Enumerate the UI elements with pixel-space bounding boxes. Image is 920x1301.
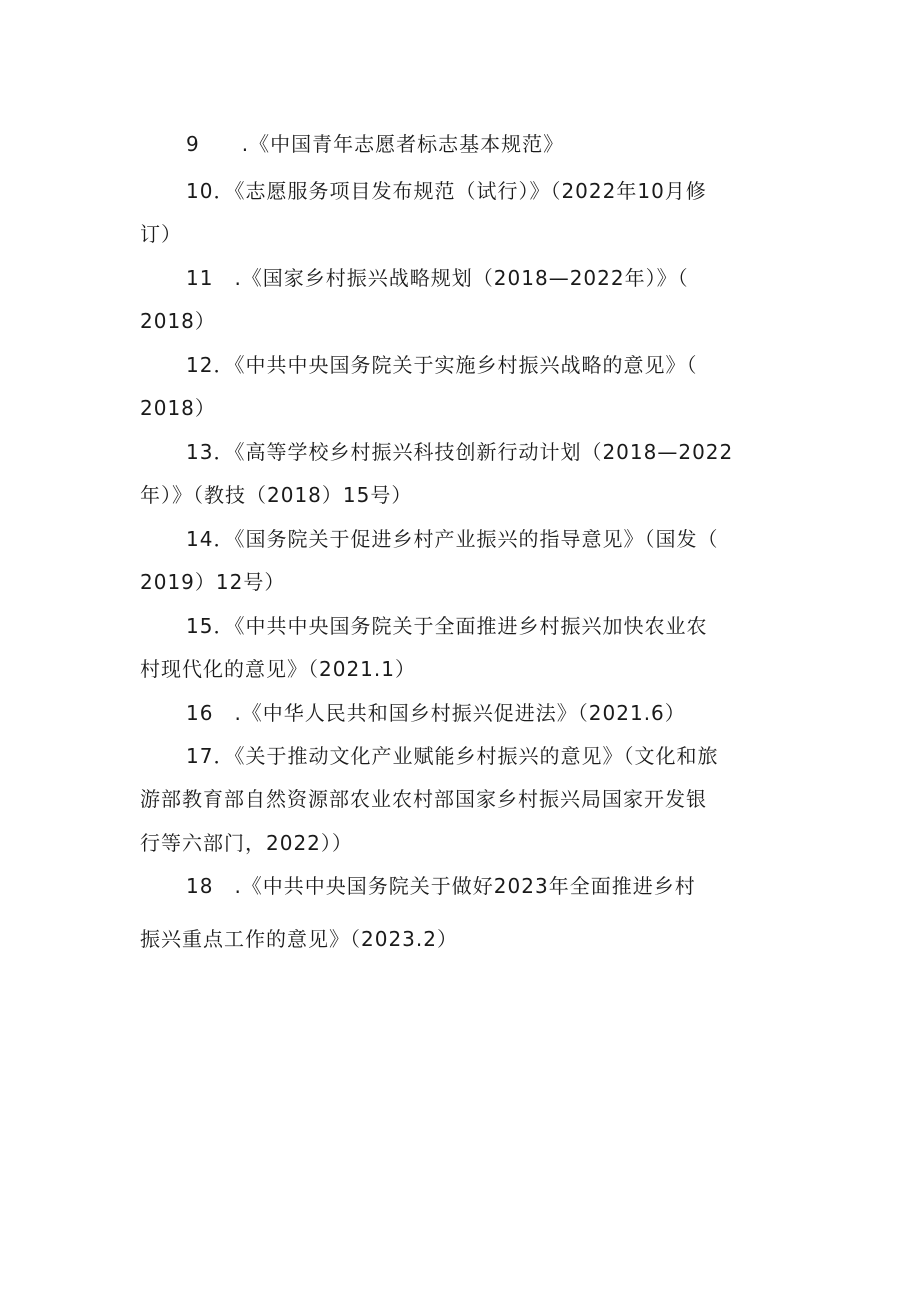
ref-line-14: 14．《国务院关于促进乡村产业振兴的指导意见》（国发（ bbox=[186, 527, 719, 551]
ref-line-15: 15．《中共中央国务院关于全面推进乡村振兴加快农业农 bbox=[186, 614, 708, 638]
ref-line-13-cont: 年）》（教技（2018）15号） bbox=[140, 483, 413, 507]
ref-line-10-cont: 订） bbox=[140, 222, 182, 246]
ref-line-12-cont: 2018） bbox=[140, 396, 216, 420]
ref-line-14-cont: 2019）12号） bbox=[140, 570, 286, 594]
ref-line-16: 16 .《中华人民共和国乡村振兴促进法》（2021.6） bbox=[186, 701, 686, 725]
ref-line-17-cont-2: 行等六部门，2022）） bbox=[140, 831, 353, 855]
ref-line-13: 13．《高等学校乡村振兴科技创新行动计划（2018—2022 bbox=[186, 440, 734, 464]
ref-line-12: 12．《中共中央国务院关于实施乡村振兴战略的意见》（ bbox=[186, 353, 698, 377]
ref-line-11-cont: 2018） bbox=[140, 309, 216, 333]
ref-line-18: 18 .《中共中央国务院关于做好2023年全面推进乡村 bbox=[186, 874, 696, 898]
ref-line-11: 11 .《国家乡村振兴战略规划（2018—2022年）》（ bbox=[186, 266, 689, 290]
ref-line-18-cont: 振兴重点工作的意见》（2023.2） bbox=[140, 927, 458, 951]
ref-line-17-cont-1: 游部教育部自然资源部农业农村部国家乡村振兴局国家开发银 bbox=[140, 787, 707, 811]
ref-line-17: 17．《关于推动文化产业赋能乡村振兴的意见》（文化和旅 bbox=[186, 744, 719, 768]
ref-line-10: 10．《志愿服务项目发布规范（试行）》（2022年10月修 bbox=[186, 179, 707, 203]
ref-line-15-cont: 村现代化的意见》（2021.1） bbox=[140, 657, 416, 681]
ref-line-9: 9 .《中国青年志愿者标志基本规范》 bbox=[186, 132, 565, 156]
